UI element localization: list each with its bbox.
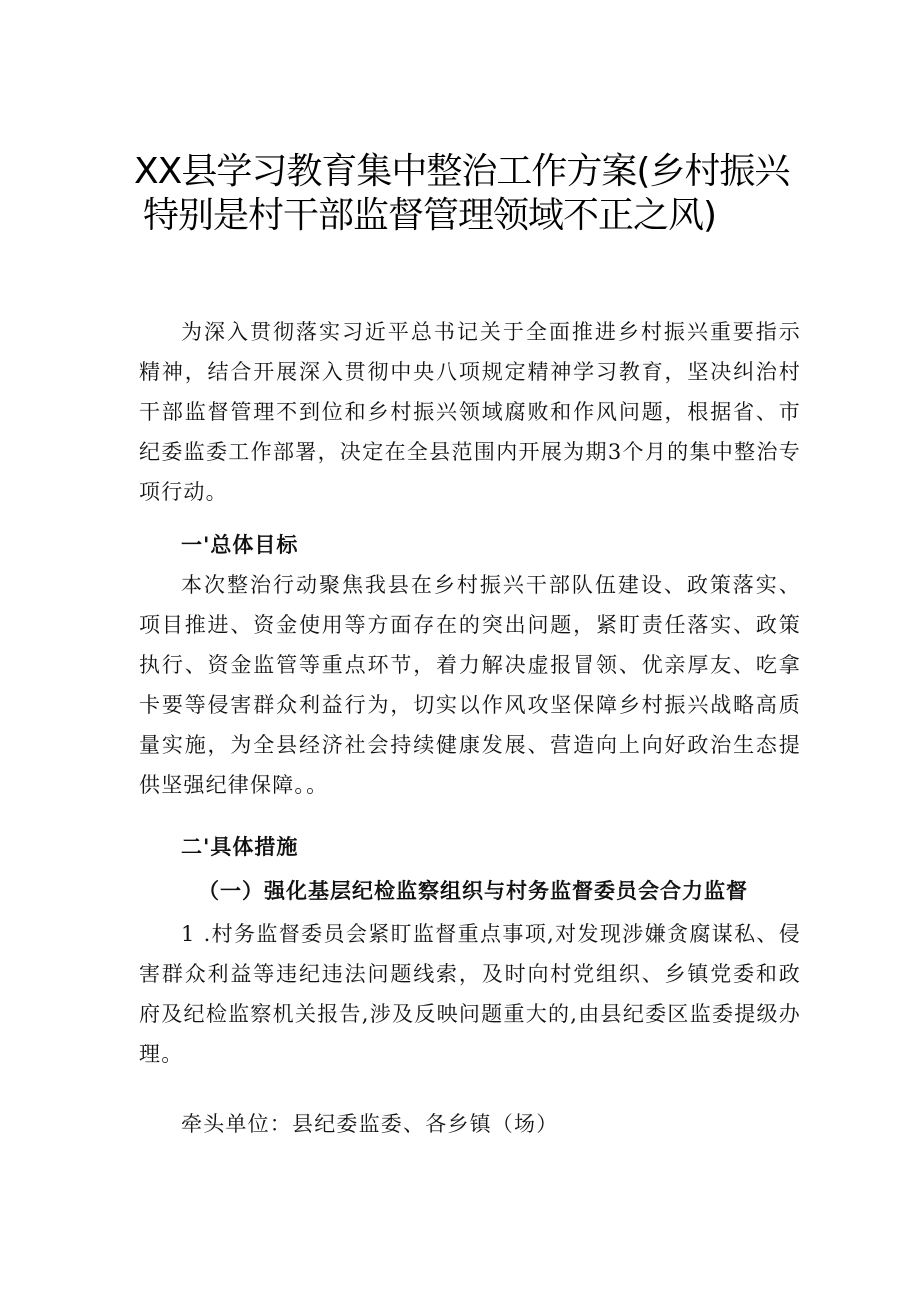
intro-paragraph: 为深入贯彻落实习近平总书记关于全面推进乡村振兴重要指示精神，结合开展深入贯彻中央八项规定精神学习教育，坚决纠治村干部监督管理不到位和乡村振兴领域腐败和作风问题，根据省、市纪委监委工作部署，决定在全县范围内开展为期3个月的集中整治专项行动。 bbox=[139, 320, 801, 504]
document-title-line-2: 特别是村干部监督管理领域不正之风) bbox=[143, 195, 717, 236]
section-1-heading: 一'总体目标 bbox=[181, 533, 299, 557]
item-1-paragraph: 1 .村务监督委员会紧盯监督重点事项,对发现涉嫌贪腐谋私、侵害群众利益等违纪违法问题线索，及时向村党组织、乡镇党委和政府及纪检监察机关报告,涉及反映问题重大的,由县纪委区监委提级办理。 bbox=[139, 922, 801, 1066]
subsection-1-heading: （一）强化基层纪检监察组织与村务监督委员会合力监督 bbox=[198, 879, 748, 903]
section-2-heading: 二'具体措施 bbox=[181, 835, 299, 859]
lead-unit-line: 牵头单位：县纪委监委、各乡镇（场） bbox=[181, 1112, 559, 1136]
document-title-line-1: XX县学习教育集中整治工作方案(乡村振兴 bbox=[134, 151, 790, 192]
section-1-paragraph: 本次整治行动聚焦我县在乡村振兴干部队伍建设、政策落实、项目推进、资金使用等方面存在的突出问题，紧盯责任落实、政策执行、资金监管等重点环节，着力解决虚报冒领、优亲厚友、吃拿卡要等侵害群众利益行为，切实以作风攻坚保障乡村振兴战略高质量实施，为全县经济社会持续健康发展、营造向上向好政治生态提供坚强纪律保障。。 bbox=[139, 573, 801, 797]
